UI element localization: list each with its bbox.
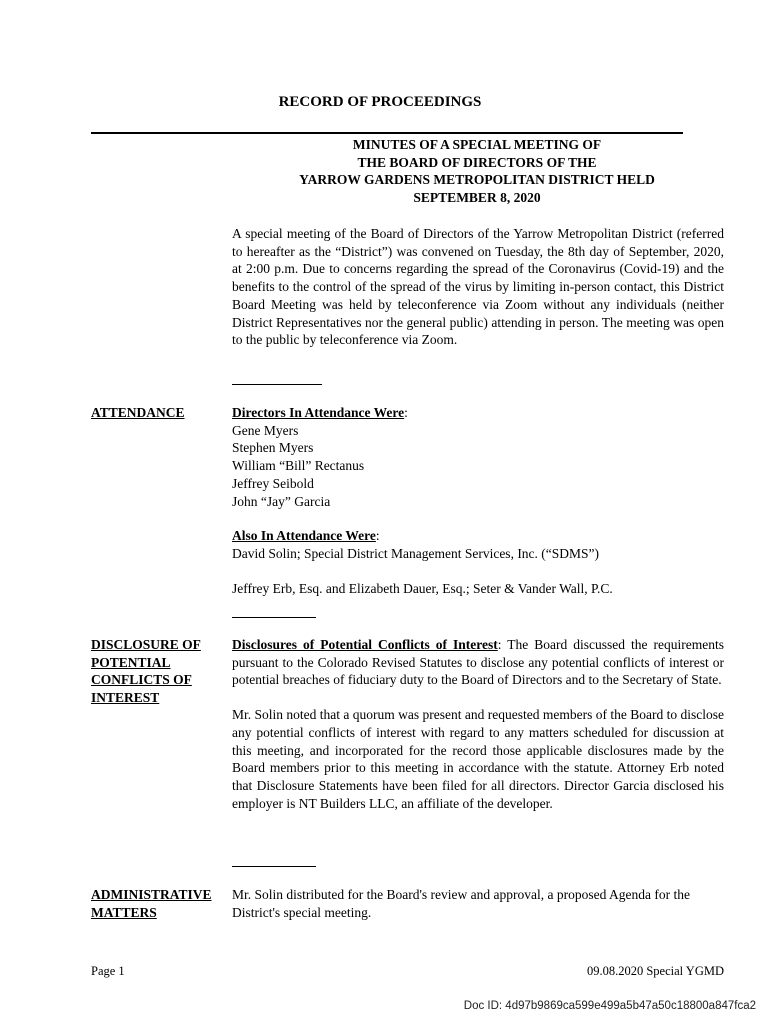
minutes-heading [232,136,722,206]
minutes-heading-line: MINUTES OF A SPECIAL MEETING OF [352,137,602,152]
also-heading: Also In Attendance Were: [232,528,380,544]
director-name: William “Bill” Rectanus [232,458,365,474]
section-divider [232,384,322,385]
page-number: Page 1 [91,964,125,978]
attendance-section [232,404,724,597]
disclosure-label: DISCLOSURE OF POTENTIAL CONFLICTS OF INTEREST [91,637,201,705]
disclosure-heading: Disclosures of Potential Conflicts of Interest [232,637,498,652]
attendance-label: ATTENDANCE [91,405,185,420]
section-divider [232,617,316,618]
header-rule [91,132,683,134]
director-name: Jeffrey Seibold [232,475,314,491]
attendee: Jeffrey Erb, Esq. and Elizabeth Dauer, Esq.; Seter & Vander Wall, P.C. [232,580,613,596]
minutes-heading-line: YARROW GARDENS METROPOLITAN DISTRICT HELD [299,172,655,187]
administrative-paragraph: Mr. Solin distributed for the Board's review and approval, a proposed Agenda for the District's special meeting. [232,887,690,920]
director-name: Stephen Myers [232,440,314,456]
minutes-heading-line: THE BOARD OF DIRECTORS OF THE [357,154,597,170]
disclosure-section [232,636,724,812]
page-title: RECORD OF PROCEEDINGS [278,94,482,110]
doc-id: Doc ID: 4d97b9869ca599e499a5b47a50c18800a847fca2 [463,1000,756,1012]
section-divider [232,866,316,867]
directors-heading: Directors In Attendance Were: [232,405,408,420]
administrative-label: ADMINISTRATIVE MATTERS [91,887,212,920]
attendee: David Solin; Special District Management Services, Inc. (“SDMS”) [232,545,600,561]
disclosure-paragraph: Disclosures of Potential Conflicts of Interest: The Board discussed the requirements pursuant to the Colorado Revised Statutes to disclose any potential conflicts of interest or potential breaches of fiduciary duty to the Board of Directors and to the Secretary of State. [232,637,724,688]
intro-paragraph: A special meeting of the Board of Directors of the Yarrow Metropolitan District (referred to hereafter as the “District”) was convened on Tuesday, the 8th day of September, 2020, at 2:00 p.m. Due to concerns regarding the spread of the Coronavirus (Covid-19) and the benefits to the control of the spread of the virus by limiting in-person contact, this District Board Meeting was held by teleconference via Zoom without any individuals (neither District Representatives nor the general public) attending in person. The meeting was open to the public by teleconference via Zoom. [232,226,724,348]
director-name: John “Jay” Garcia [232,493,331,509]
director-name: Gene Myers [232,422,299,438]
minutes-heading-line: SEPTEMBER 8, 2020 [413,189,541,205]
disclosure-paragraph: Mr. Solin noted that a quorum was present and requested members of the Board to disclose any potential conflicts of interest with regard to any matters scheduled for discussion at this meeting, and incorporated for the record those applicable disclosures made by the Board members prior to this meeting in accordance with the statute. Attorney Erb noted that Disclosure Statements have been filed for all directors. Director Garcia disclosed his employer is NT Builders LLC, an affiliate of the developer. [232,707,724,811]
footer-meeting-label: 09.08.2020 Special YGMD [586,964,724,978]
